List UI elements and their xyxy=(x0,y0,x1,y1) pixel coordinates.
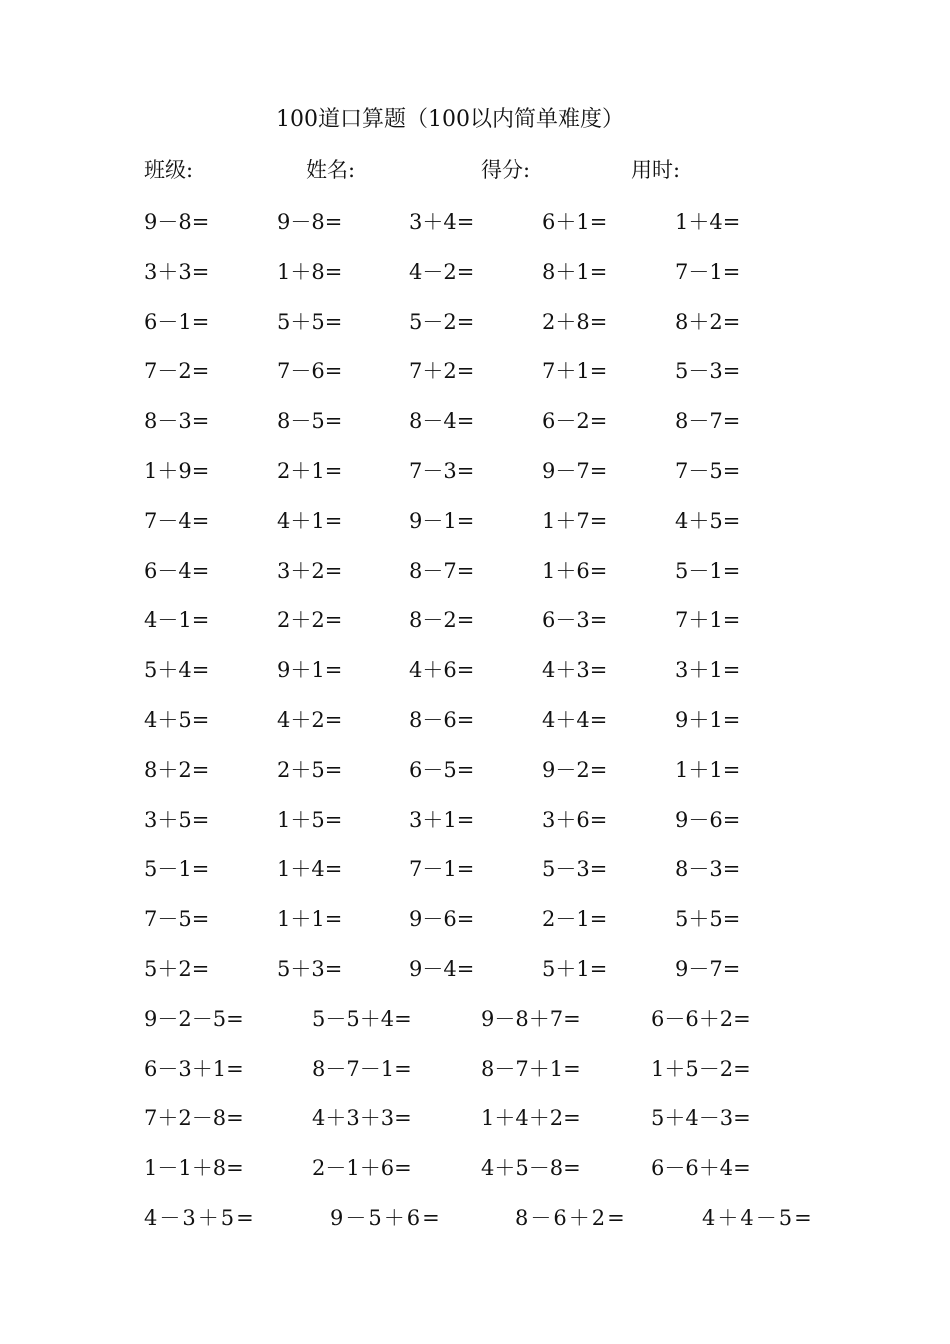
problem-cell: 8＋2= xyxy=(675,309,741,334)
problem-cell: 6－6＋4= xyxy=(651,1156,751,1181)
problem-cell: 8＋1= xyxy=(542,259,608,284)
problem-row xyxy=(0,206,950,246)
problem-cell: 2－1＋6= xyxy=(312,1156,412,1181)
problem-row xyxy=(0,1003,950,1043)
problem-cell: 8－6＋2= xyxy=(515,1206,627,1230)
problem-cell: 9－7= xyxy=(542,459,608,483)
problem-cell: 9－7= xyxy=(675,957,741,981)
problem-cell: 4＋3＋3= xyxy=(312,1106,412,1131)
problem-row xyxy=(0,853,950,893)
problem-cell: 8－5= xyxy=(277,409,343,434)
problem-row xyxy=(0,256,950,296)
problem-row xyxy=(0,306,950,346)
problem-cell: 1＋1= xyxy=(675,757,741,782)
problem-cell: 6－1= xyxy=(144,309,210,334)
problem-cell: 1＋6= xyxy=(542,558,608,583)
problem-cell: 7－5= xyxy=(144,907,210,932)
problem-cell: 1＋8= xyxy=(277,259,343,284)
time-label: 用时: xyxy=(631,158,681,182)
problem-row xyxy=(0,505,950,545)
problem-row xyxy=(0,704,950,744)
problem-cell: 9－5＋6= xyxy=(330,1206,442,1230)
page-title: 100道口算题（100以内简单难度） xyxy=(276,107,624,132)
problem-row xyxy=(0,1053,950,1093)
problem-row xyxy=(0,405,950,445)
problem-cell: 3＋4= xyxy=(409,210,475,234)
problem-cell: 5－1= xyxy=(675,558,741,583)
problem-cell: 5＋2= xyxy=(144,957,210,981)
problem-cell: 8－7－1= xyxy=(312,1056,412,1081)
problem-cell: 4－3＋5= xyxy=(144,1206,256,1230)
problem-cell: 1＋4= xyxy=(277,857,343,882)
problem-cell: 4－1= xyxy=(144,608,210,633)
problem-cell: 8－6= xyxy=(409,708,475,732)
problem-cell: 4＋1= xyxy=(277,508,343,533)
problem-cell: 7－1= xyxy=(409,857,475,882)
problem-cell: 7－3= xyxy=(409,459,475,483)
problem-row xyxy=(0,604,950,644)
problem-cell: 3＋2= xyxy=(277,558,343,583)
problem-cell: 8－7= xyxy=(675,409,741,434)
problem-row xyxy=(0,355,950,395)
problem-row xyxy=(0,804,950,844)
problem-cell: 8－7= xyxy=(409,558,475,583)
problem-cell: 9－1= xyxy=(409,508,475,533)
problem-cell: 7－2= xyxy=(144,359,210,384)
problem-cell: 1＋7= xyxy=(542,508,608,533)
problem-row xyxy=(0,654,950,694)
problem-cell: 8－2= xyxy=(409,608,475,633)
problem-row xyxy=(0,455,950,495)
problem-cell: 4＋2= xyxy=(277,708,343,732)
name-label: 姓名: xyxy=(306,158,356,182)
problem-cell: 6－2= xyxy=(542,409,608,434)
problem-cell: 7－4= xyxy=(144,508,210,533)
problem-cell: 3＋6= xyxy=(542,807,608,832)
problem-cell: 7＋2= xyxy=(409,359,475,384)
problem-cell: 2＋2= xyxy=(277,608,343,633)
problem-cell: 4＋4= xyxy=(542,708,608,732)
problem-cell: 4＋6= xyxy=(409,658,475,683)
problem-cell: 7＋2－8= xyxy=(144,1106,244,1131)
problem-cell: 9－8= xyxy=(144,210,210,234)
problem-cell: 1＋4= xyxy=(675,210,741,234)
problem-cell: 4＋5－8= xyxy=(481,1156,581,1181)
problem-cell: 6＋1= xyxy=(542,210,608,234)
problem-cell: 7－1= xyxy=(675,259,741,284)
problem-cell: 2－1= xyxy=(542,907,608,932)
problem-cell: 2＋1= xyxy=(277,459,343,483)
score-label: 得分: xyxy=(481,158,531,182)
problem-cell: 6－5= xyxy=(409,757,475,782)
problem-cell: 4－2= xyxy=(409,259,475,284)
problem-cell: 1＋1= xyxy=(277,907,343,932)
problem-cell: 4＋4－5= xyxy=(702,1206,814,1230)
problem-cell: 4＋5= xyxy=(675,508,741,533)
problem-cell: 1＋5－2= xyxy=(651,1056,751,1081)
problem-cell: 9－4= xyxy=(409,957,475,981)
problem-cell: 5＋5= xyxy=(675,907,741,932)
problem-cell: 5＋3= xyxy=(277,957,343,981)
problem-cell: 4＋3= xyxy=(542,658,608,683)
problem-cell: 9＋1= xyxy=(277,658,343,683)
problem-cell: 5－2= xyxy=(409,309,475,334)
problem-cell: 1＋4＋2= xyxy=(481,1106,581,1131)
problem-cell: 9－8＋7= xyxy=(481,1006,581,1031)
problem-cell: 5－5＋4= xyxy=(312,1006,412,1031)
problem-cell: 2＋8= xyxy=(542,309,608,334)
problem-cell: 3＋1= xyxy=(675,658,741,683)
problem-cell: 8－3= xyxy=(675,857,741,882)
problem-cell: 9－8= xyxy=(277,210,343,234)
problem-cell: 9－6= xyxy=(409,907,475,932)
problem-cell: 1＋9= xyxy=(144,459,210,483)
problem-row xyxy=(0,754,950,794)
class-label: 班级: xyxy=(144,158,194,182)
problem-cell: 7＋1= xyxy=(542,359,608,384)
problem-cell: 9－2－5= xyxy=(144,1006,244,1031)
problem-cell: 3＋5= xyxy=(144,807,210,832)
problem-cell: 5－1= xyxy=(144,857,210,882)
problem-cell: 5－3= xyxy=(675,359,741,384)
problem-cell: 3＋1= xyxy=(409,807,475,832)
problem-cell: 8－3= xyxy=(144,409,210,434)
problem-row xyxy=(0,1102,950,1142)
problem-row xyxy=(0,555,950,595)
problem-cell: 6－3＋1= xyxy=(144,1056,244,1081)
problem-cell: 5＋4= xyxy=(144,658,210,683)
problem-cell: 6－6＋2= xyxy=(651,1006,751,1031)
problem-row xyxy=(0,903,950,943)
problem-cell: 1－1＋8= xyxy=(144,1156,244,1181)
problem-cell: 8＋2= xyxy=(144,757,210,782)
problem-cell: 5＋5= xyxy=(277,309,343,334)
problem-cell: 8－4= xyxy=(409,409,475,434)
problem-cell: 7＋1= xyxy=(675,608,741,633)
problem-cell: 9－6= xyxy=(675,807,741,832)
problem-row xyxy=(0,953,950,993)
problem-cell: 9－2= xyxy=(542,757,608,782)
problem-row xyxy=(0,1152,950,1192)
problem-cell: 5＋4－3= xyxy=(651,1106,751,1131)
problem-cell: 6－4= xyxy=(144,558,210,583)
problem-cell: 6－3= xyxy=(542,608,608,633)
problem-cell: 1＋5= xyxy=(277,807,343,832)
problem-cell: 5＋1= xyxy=(542,957,608,981)
problem-cell: 2＋5= xyxy=(277,757,343,782)
problem-cell: 9＋1= xyxy=(675,708,741,732)
problem-cell: 7－5= xyxy=(675,459,741,483)
problem-cell: 4＋5= xyxy=(144,708,210,732)
problem-cell: 7－6= xyxy=(277,359,343,384)
problem-cell: 8－7＋1= xyxy=(481,1056,581,1081)
problem-cell: 3＋3= xyxy=(144,259,210,284)
problem-row xyxy=(0,1202,950,1242)
problem-cell: 5－3= xyxy=(542,857,608,882)
